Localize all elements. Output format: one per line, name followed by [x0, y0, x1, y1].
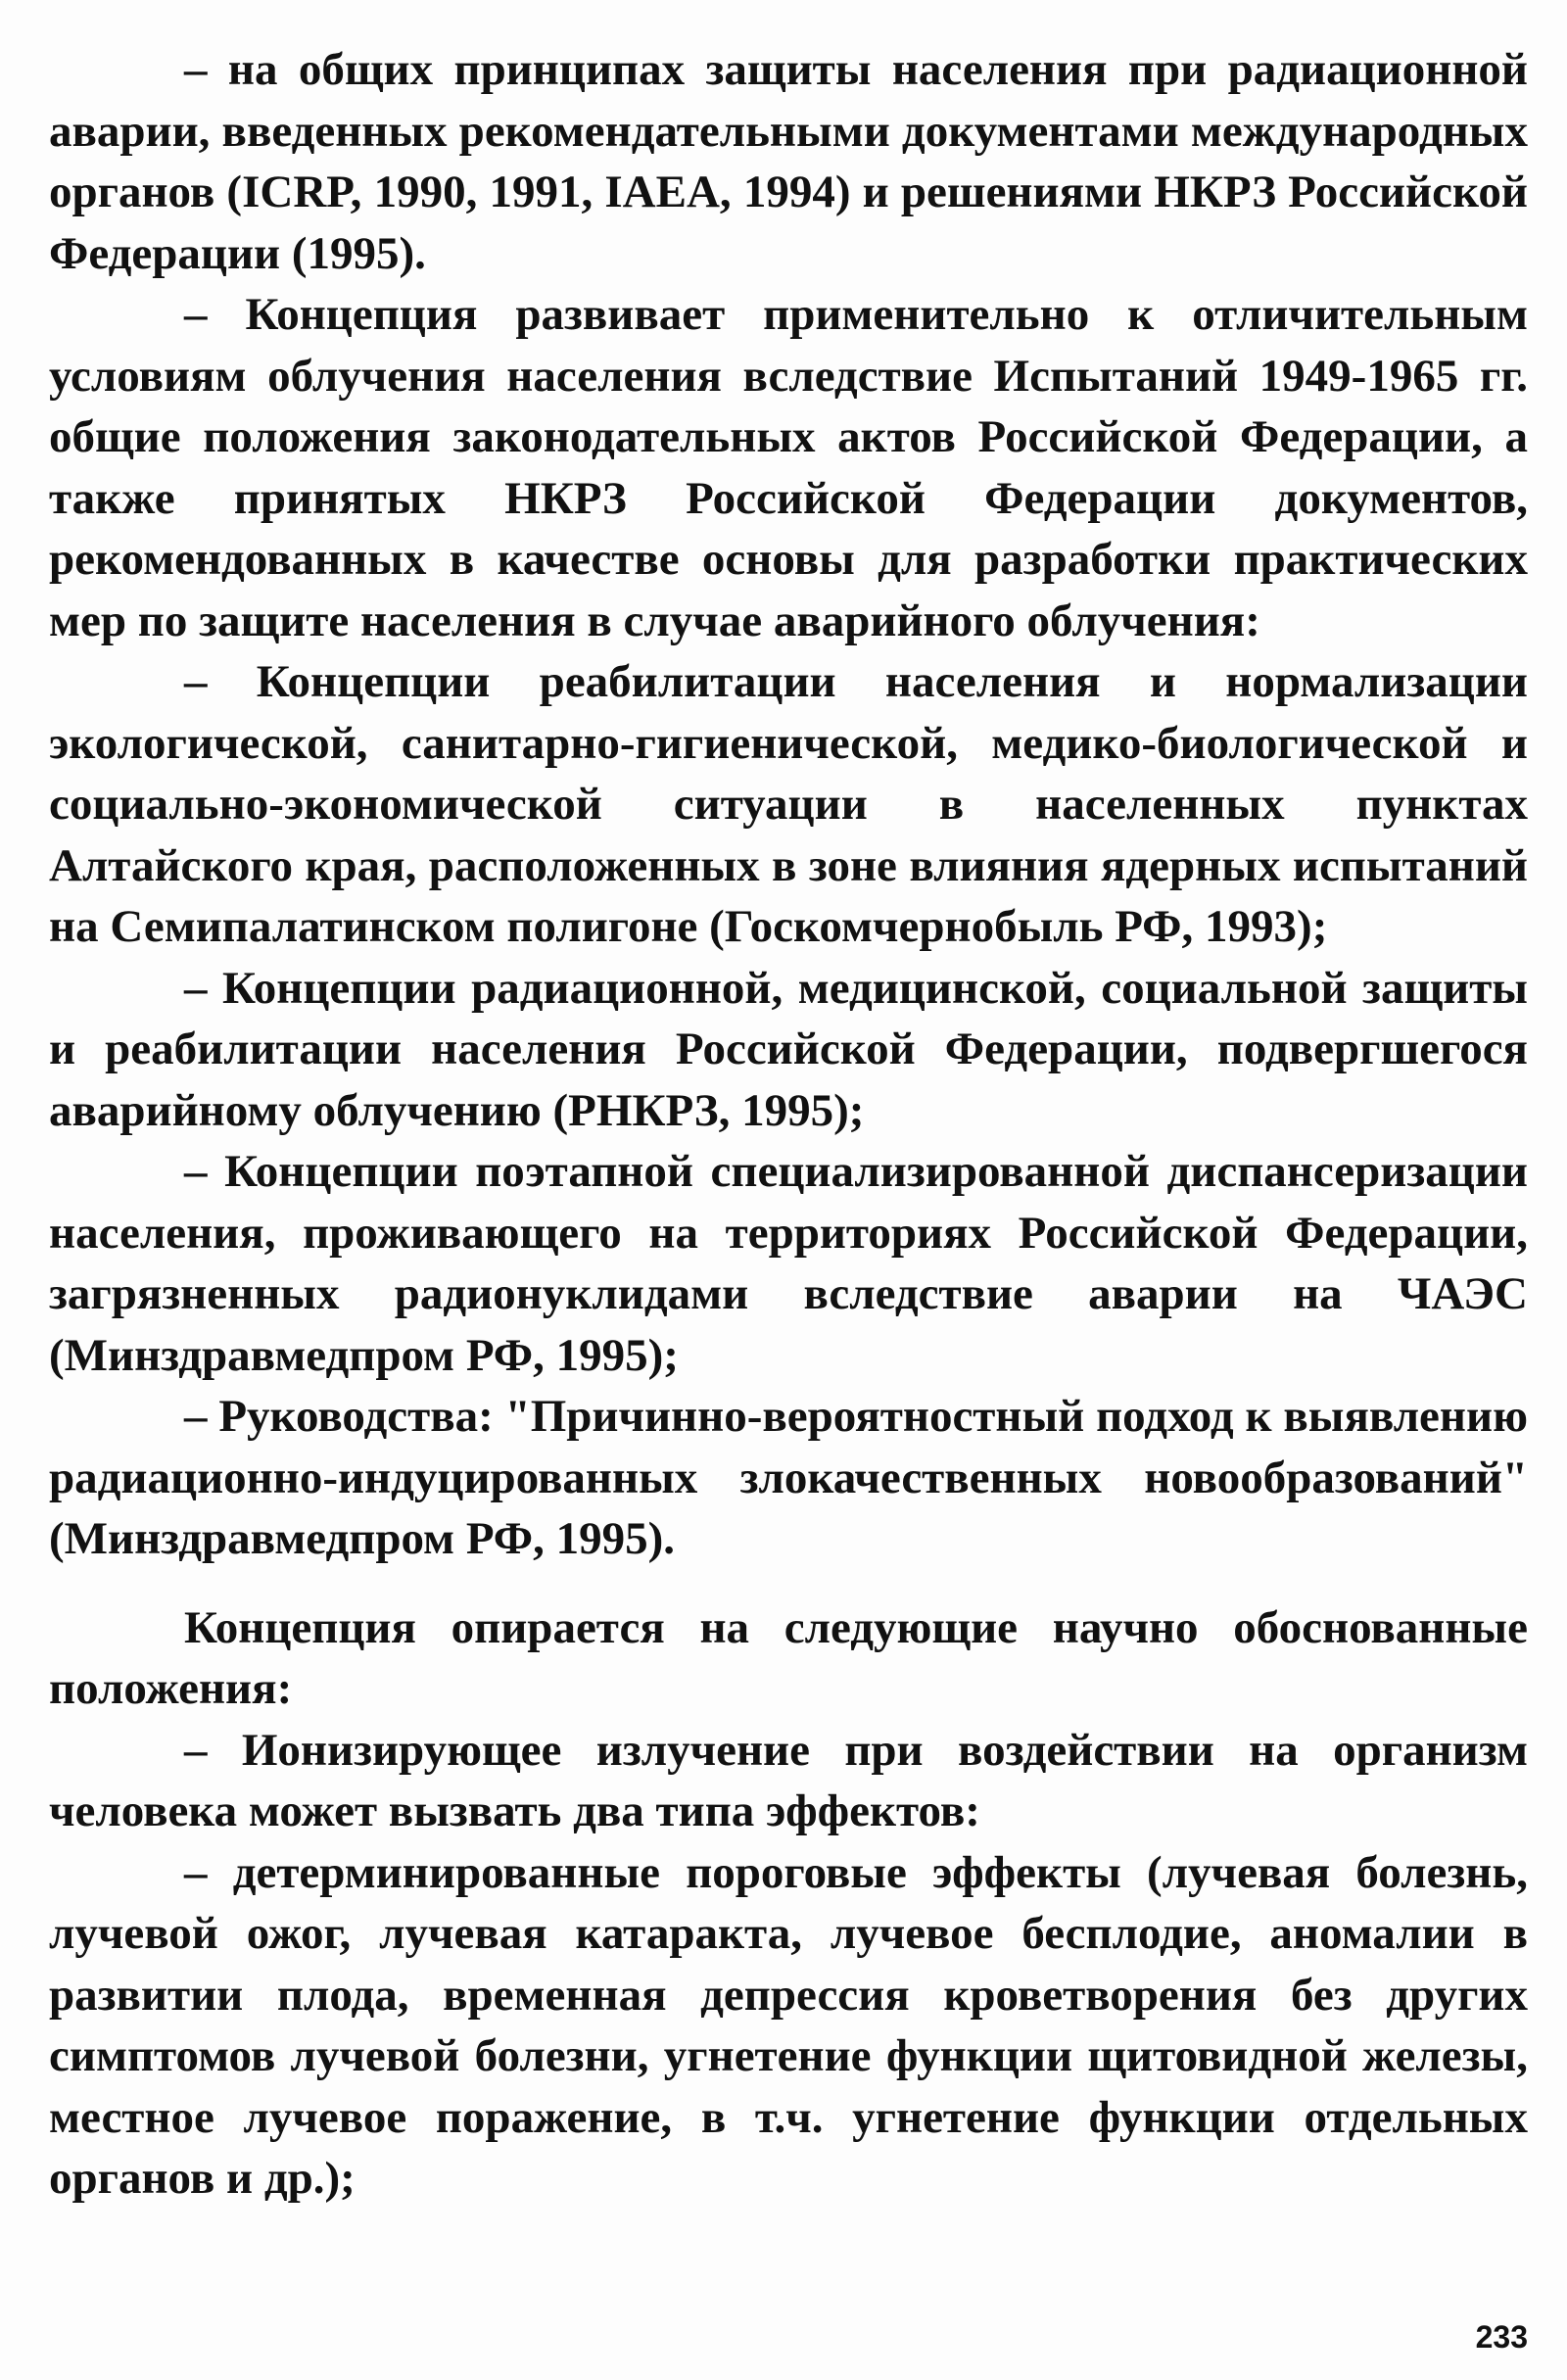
paragraph-scientific-basis: Концепция опирается на следующие научно обоснованные положения:	[49, 1601, 1528, 1714]
paragraph-dispensarization-concept: – Концепции поэтапной специализированной диспансеризации населения, проживающего на территориях Российской Федерации, загрязненных радионуклидами вследствие аварии на ЧАЭС (Минздравмедпром РФ, 1995);	[49, 1146, 1528, 1381]
paragraph-deterministic-effects: – детерминированные пороговые эффекты (лучевая болезнь, лучевой ожог, лучевая катаракта, лучевое бесплодие, аномалии в развитии плода, временная депрессия кроветворения без других симптомов лучевой болезни, угнетение функции щитовидной железы, местное лучевое поражение, в т.ч. угнетение функции отдельных органов и др.);	[49, 1846, 1528, 2204]
page-number: 233	[1475, 2319, 1528, 2355]
paragraph-protection-principles: – на общих принципах защиты населения при радиационной аварии, введенных рекомендательными документами международных органов (ICRP, 1990, 1991, IAEA, 1994) и решениями НКРЗ Российской Федерации (1995).	[49, 44, 1528, 279]
paragraph-ionizing-radiation: – Ионизирующее излучение при воздействии на организм человека может вызвать два типа эффектов:	[49, 1724, 1528, 1836]
body-text	[49, 39, 1528, 2210]
paragraph-concept-develops: – Концепция развивает применительно к отличительным условиям облучения населения вследствие Испытаний 1949-1965 гг. общие положения законодательных актов Российской Федерации, а также принятых НКРЗ Российской Федерации документов, рекомендованных в качестве основы для разработки практических мер по защите населения в случае аварийного облучения:	[49, 289, 1528, 646]
paragraph-guidance: – Руководства: "Причинно-вероятностный подход к выявлению радиационно-индуцированных злокачественных новообразований" (Минздравмедпром РФ, 1995).	[49, 1391, 1528, 1564]
paragraph-rehabilitation-concept: – Концепции реабилитации населения и нормализации экологической, санитарно-гигиенической, медико-биологической и социально-экономической ситуации в населенных пунктах Алтайского края, расположенных в зоне влияния ядерных испытаний на Семипалатинском полигоне (Госкомчернобыль РФ, 1993);	[49, 656, 1528, 952]
paragraph-radiation-protection-concept: – Концепции радиационной, медицинской, социальной защиты и реабилитации населения Российской Федерации, подвергшегося аварийному облучению (РНКРЗ, 1995);	[49, 962, 1528, 1136]
